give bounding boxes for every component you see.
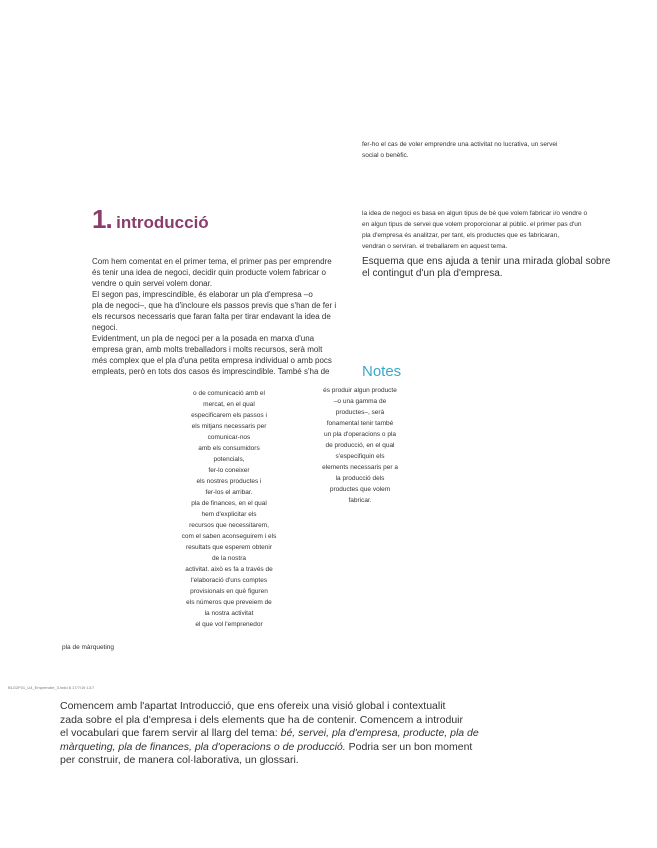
title-word: introducció — [116, 213, 209, 232]
text-line: resultats que esperem obtenir — [186, 544, 272, 551]
text-line: mercat, en el qual — [203, 401, 255, 408]
text-line: –o una gamma de — [333, 398, 387, 405]
text-line: Comencem amb l'apartat Introducció, que ens ofereix una visió global i contextualit — [60, 700, 446, 712]
text-line: com el saben aconseguirem i els — [181, 533, 277, 540]
bottom-paragraph — [60, 700, 620, 768]
text-line: potencials, — [213, 456, 245, 463]
text-line: El segon pas, imprescindible, és elaborar un pla d'empresa –o — [92, 290, 313, 299]
text-line: fer-ho el cas de voler emprendre una activitat no lucrativa, un servei — [362, 141, 558, 148]
summary-text — [362, 256, 611, 280]
text-line: en algun tipus de servei que volem proporcionar al públic. el primer pas d'un — [362, 221, 582, 228]
text-line: és tenir una idea de negoci, decidir quin producte volem fabricar o — [92, 268, 326, 277]
text-line: el contingut d'un pla d'empresa. — [362, 268, 503, 279]
plain-text: Podria ser un bon moment — [345, 740, 473, 753]
text-line: els nostres productes i — [196, 478, 262, 485]
title-number: 1. — [92, 204, 112, 234]
text-line: la producció dels — [335, 475, 385, 482]
text-line: pla d'empresa és analitzar, per tant, els productes que es fabricaran, — [362, 232, 560, 239]
text-line: recursos que necessitarem, — [189, 522, 269, 529]
text-line: activitat. això es fa a través de — [185, 566, 273, 573]
text-line: la nostra activitat — [204, 610, 254, 617]
text-line: més complex que el pla d'una petita empresa individual o amb pocs — [92, 356, 332, 365]
text-line: un pla d'operacions o pla — [323, 431, 397, 438]
text-line: Evidentment, un pla de negoci per a la posada en marxa d'una — [92, 334, 315, 343]
right-column-stack — [300, 385, 420, 506]
text-line — [60, 727, 620, 741]
top-right-text — [362, 139, 557, 161]
text-line: hem d'explicitar els — [201, 511, 257, 518]
text-line — [60, 741, 620, 755]
text-line: fer-lo coneixer — [208, 467, 250, 474]
marketing-label: pla de màrqueting — [62, 644, 115, 651]
text-line: productes que volem — [329, 486, 391, 493]
right-column-text — [362, 208, 587, 252]
text-line: o de comunicació amb el — [193, 390, 265, 397]
text-line: zada sobre el pla d'empresa i dels elements que ha de contenir. Comencem a introduir — [60, 713, 463, 726]
text-line: fabricar. — [348, 497, 372, 504]
text-line: vendran o serviran. el treballarem en aquest tema. — [362, 243, 508, 250]
text-line: negoci. — [92, 323, 118, 332]
text-line: vendre o quin servei volem donar. — [92, 279, 213, 288]
intro-paragraph — [92, 256, 336, 377]
center-column — [154, 388, 304, 630]
italic-terms: bé, servei, pla d'empresa, producte, pla de — [280, 727, 479, 739]
page-title — [92, 204, 209, 235]
file-footer: B1G2F01_U4_Emprendre_3.indd 8 17/7/19 13:7 — [8, 685, 95, 690]
text-line: els números que preveiem de — [186, 599, 272, 606]
text-line: fer-los el arribar. — [205, 489, 253, 496]
text-line: de la nostra — [212, 555, 246, 562]
text-line: la idea de negoci es basa en algun tipus de bé que volem fabricar i/o vendre o — [362, 210, 588, 217]
text-line: els mitjans necessaris per — [191, 423, 267, 430]
text-line: social o benèfic. — [362, 152, 409, 159]
text-line: empleats, però en tots dos casos és imprescindible. També s'ha de — [92, 367, 330, 376]
text-line: elements necessaris per a — [322, 464, 398, 471]
plain-text: el vocabulari que farem servir al llarg del tema: — [60, 727, 281, 739]
notes-heading: Notes — [362, 363, 402, 380]
text-line: és produir algun producte — [323, 387, 397, 394]
text-line: de producció, en el qual — [325, 442, 395, 449]
text-line: pla de negoci–, que ha d'incloure els passos previs que s'han de fer i — [92, 301, 337, 310]
text-line: s'especifiquin els — [335, 453, 385, 460]
text-line: empresa gran, amb molts treballadors i molts recursos, serà molt — [92, 345, 323, 354]
text-line: per construir, de manera col·laborativa, un glossari. — [60, 754, 299, 766]
text-line: especificarem els passos i — [191, 412, 267, 419]
text-line: el que vol l'emprenedor — [195, 621, 263, 628]
text-line: fonamental tenir també — [326, 420, 394, 427]
text-line: els recursos necessaris que faran falta per tirar endavant la idea de — [92, 312, 331, 321]
text-line: amb els consumidors — [198, 445, 260, 452]
text-line: productes–, serà — [335, 409, 385, 416]
text-line: pla de finances, en el qual — [191, 500, 267, 507]
italic-terms: màrqueting, pla de finances, pla d'operacions o de producció. — [60, 740, 346, 753]
text-line: Esquema que ens ajuda a tenir una mirada global sobre — [362, 256, 611, 267]
text-line: l'elaboració d'uns comptes — [190, 577, 268, 584]
text-line: comunicar-nos — [207, 434, 251, 441]
text-line: Com hem comentat en el primer tema, el primer pas per emprendre — [92, 257, 332, 266]
text-line: provisionals en què figuren — [190, 588, 268, 595]
